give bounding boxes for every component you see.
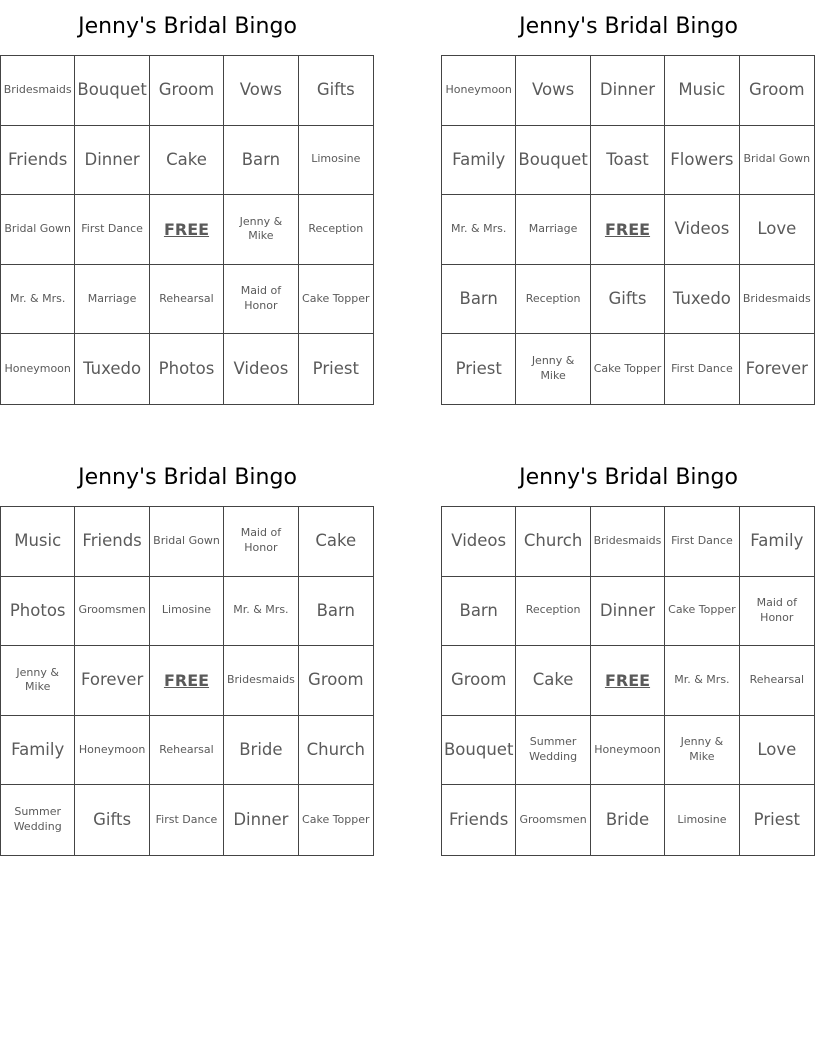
- bingo-cell: Dinner: [591, 577, 665, 647]
- bingo-cell: Videos: [665, 195, 739, 265]
- bingo-cell: Honeymoon: [442, 56, 516, 126]
- bingo-cell: Summer Wedding: [516, 716, 590, 786]
- bingo-cell: Bridesmaids: [591, 507, 665, 577]
- bingo-cell: Limosine: [665, 785, 739, 855]
- bingo-cell: Photos: [1, 577, 75, 647]
- bingo-cell: Vows: [516, 56, 590, 126]
- bingo-cell: Videos: [224, 334, 298, 404]
- bingo-cell: Music: [665, 56, 739, 126]
- bingo-cell: Bouquet: [75, 56, 149, 126]
- bingo-cell: Gifts: [299, 56, 373, 126]
- bingo-cell: Priest: [753, 810, 800, 830]
- bingo-cell: Cake: [150, 126, 224, 196]
- bingo-cell: First Dance: [665, 334, 739, 404]
- bingo-cell: Groomsmen: [516, 785, 590, 855]
- bingo-card-4: [441, 463, 816, 856]
- bingo-cell: Rehearsal: [150, 716, 224, 786]
- bingo-cell: Honeymoon: [1, 334, 75, 404]
- bingo-grid: [441, 55, 815, 405]
- bingo-cell: Tuxedo: [75, 334, 149, 404]
- bingo-cell: Honeymoon: [75, 716, 149, 786]
- bingo-cell: Family: [740, 507, 814, 577]
- bingo-cell: Church: [299, 716, 373, 786]
- bingo-cell: Friends: [1, 126, 75, 196]
- bingo-cell: Groom: [442, 646, 516, 716]
- card-title: Jenny's Bridal Bingo: [78, 465, 297, 490]
- bingo-cell: Mr. & Mrs.: [442, 195, 516, 265]
- bingo-cell: Priest: [442, 334, 516, 404]
- bingo-cell: Barn: [224, 126, 298, 196]
- bingo-cell: Forever: [75, 646, 149, 716]
- bingo-cell: Family: [442, 126, 516, 196]
- bingo-card-3: [0, 463, 375, 856]
- bingo-cell: Mr. & Mrs.: [224, 577, 298, 647]
- bingo-cell: Barn: [442, 265, 516, 335]
- bingo-cell: Honeymoon: [591, 716, 665, 786]
- bingo-cell: Jenny & Mike: [516, 334, 590, 404]
- bingo-cell: Mr. & Mrs.: [665, 646, 739, 716]
- bingo-cell: Bridesmaids: [224, 646, 298, 716]
- bingo-cell: Dinner: [591, 56, 665, 126]
- bingo-cell: Love: [740, 195, 814, 265]
- bingo-cell: Videos: [442, 507, 516, 577]
- free-space: FREE: [150, 646, 224, 716]
- bingo-cell: Friends: [442, 785, 516, 855]
- bingo-cell: Love: [740, 716, 814, 786]
- bingo-cell: Maid of Honor: [224, 265, 298, 335]
- bingo-cell: Cake Topper: [591, 334, 665, 404]
- bingo-cell: Vows: [224, 56, 298, 126]
- bingo-cell: Bouquet: [516, 126, 590, 196]
- bingo-cell: Cake: [516, 646, 590, 716]
- bingo-cell: Summer Wedding: [1, 785, 75, 855]
- bingo-grid: [441, 506, 815, 856]
- bingo-cell: Flowers: [665, 126, 739, 196]
- bingo-cell: Groomsmen: [75, 577, 149, 647]
- bingo-cell: Reception: [516, 577, 590, 647]
- bingo-cell: Groom: [150, 56, 224, 126]
- bingo-cell: Tuxedo: [665, 265, 739, 335]
- bingo-cell: First Dance: [665, 507, 739, 577]
- bingo-cell: Limosine: [150, 577, 224, 647]
- bingo-cell: Rehearsal: [150, 265, 224, 335]
- bingo-grid: [0, 506, 374, 856]
- card-title: Jenny's Bridal Bingo: [78, 14, 297, 39]
- bingo-cell: Limosine: [299, 126, 373, 196]
- bingo-cell: Marriage: [75, 265, 149, 335]
- bingo-cell: Bridesmaids: [740, 265, 814, 335]
- bingo-cell: Bridal Gown: [1, 195, 75, 265]
- bingo-cell: Jenny & Mike: [665, 716, 739, 786]
- bingo-cell: Rehearsal: [740, 646, 814, 716]
- bingo-cell: Gifts: [75, 785, 149, 855]
- bingo-cell: Barn: [442, 577, 516, 647]
- bingo-cell: Toast: [591, 126, 665, 196]
- bingo-cell: Barn: [299, 577, 373, 647]
- bingo-cell: First Dance: [150, 785, 224, 855]
- free-space: FREE: [150, 195, 224, 265]
- bingo-cell: First Dance: [75, 195, 149, 265]
- bingo-cell: Photos: [150, 334, 224, 404]
- card-title: Jenny's Bridal Bingo: [519, 465, 738, 490]
- bingo-cell: Forever: [745, 359, 808, 379]
- bingo-cell: Cake Topper: [665, 577, 739, 647]
- bingo-cell: Reception: [299, 195, 373, 265]
- bingo-cell: Priest: [312, 359, 359, 379]
- bingo-cell: Jenny & Mike: [1, 646, 75, 716]
- bingo-cell: Friends: [75, 507, 149, 577]
- bingo-cell: Cake Topper: [299, 265, 373, 335]
- bingo-cell: Bridal Gown: [150, 507, 224, 577]
- bingo-cell: Church: [516, 507, 590, 577]
- bingo-cell: Groom: [740, 56, 814, 126]
- free-space: FREE: [591, 195, 665, 265]
- bingo-cell: Jenny & Mike: [224, 195, 298, 265]
- bingo-cell: Groom: [299, 646, 373, 716]
- bingo-cell: Reception: [516, 265, 590, 335]
- bingo-cell: Bridal Gown: [740, 126, 814, 196]
- bingo-cell: Gifts: [591, 265, 665, 335]
- bingo-cell: Dinner: [75, 126, 149, 196]
- free-space: FREE: [591, 646, 665, 716]
- bingo-cell: Dinner: [224, 785, 298, 855]
- bingo-grid: [0, 55, 374, 405]
- bingo-card-2: [441, 12, 816, 405]
- bingo-cell: Cake: [299, 507, 373, 577]
- card-title: Jenny's Bridal Bingo: [519, 14, 738, 39]
- bingo-cell: Bridesmaids: [1, 56, 75, 126]
- bingo-cell: Cake Topper: [302, 812, 370, 826]
- bingo-cell: Bride: [224, 716, 298, 786]
- bingo-cell: Bride: [591, 785, 665, 855]
- bingo-cell: Music: [1, 507, 75, 577]
- bingo-cell: Bouquet: [442, 716, 516, 786]
- bingo-cell: Mr. & Mrs.: [1, 265, 75, 335]
- bingo-cell: Family: [1, 716, 75, 786]
- bingo-cell: Marriage: [516, 195, 590, 265]
- bingo-card-1: [0, 12, 375, 405]
- bingo-cell: Maid of Honor: [224, 507, 298, 577]
- bingo-cell: Maid of Honor: [740, 577, 814, 647]
